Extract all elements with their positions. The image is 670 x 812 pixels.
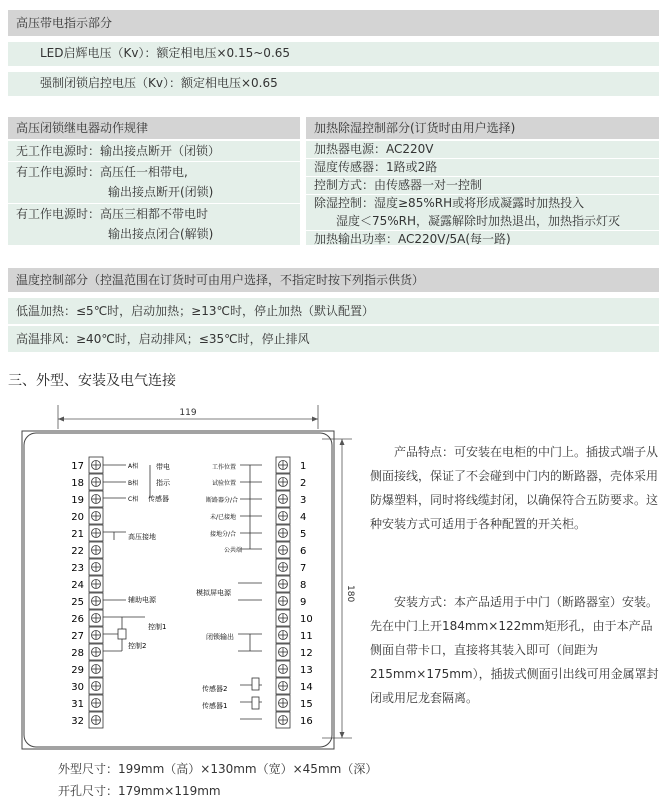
left-terminal-number: 22 <box>71 546 84 557</box>
svg-text:C相: C相 <box>128 496 139 503</box>
height-label: 180 <box>345 585 355 603</box>
svg-text:B相: B相 <box>128 480 139 487</box>
left-terminal-number: 28 <box>71 648 84 659</box>
outer-dimensions: 外型尺寸：199mm（高）×130mm（宽）×45mm（深） <box>58 762 378 776</box>
lock-voltage-row: 强制闭锁启控电压（Kv）：额定相电压×0.65 <box>8 72 659 96</box>
heating-line: 控制方式：由传感器一对一控制 <box>314 178 483 192</box>
interlock-line: 有工作电源时：高压三相都不带电时 <box>16 207 209 221</box>
heating-body <box>306 141 659 245</box>
install-paragraph: 安装方式：本产品适用于中门（断路器室）安装。先在中门上开184mm×122mm矩形孔，由于本产品侧面自带卡口，直接将其装入即可（间距为215mm×175mm），插拔式侧面引出线可用金属罩封闭或用尼龙套隔离。 <box>370 595 659 705</box>
heating-header: 加热除湿控制部分(订货时由用户选择) <box>306 117 659 139</box>
left-terminal-number: 26 <box>71 614 84 625</box>
left-terminal-number: 25 <box>71 597 84 608</box>
svg-text:公共端: 公共端 <box>224 547 243 554</box>
right-terminal-number: 2 <box>300 478 307 489</box>
svg-text:控制2: 控制2 <box>128 642 147 650</box>
wiring-diagram <box>0 395 355 765</box>
high-temp-row: 高温排风：≥40℃时，启动排风；≤35℃时，停止排风 <box>8 326 659 352</box>
svg-text:试验位置: 试验位置 <box>212 480 237 487</box>
heating-line: 加热输出功率：AC220V/5A(每一路) <box>314 232 511 246</box>
svg-text:带电: 带电 <box>156 463 170 471</box>
left-terminal-number: 20 <box>71 512 84 523</box>
right-terminal-number: 4 <box>300 512 307 523</box>
heating-line: 除湿控制：湿度≥85%RH或将形成凝露时加热投入 <box>314 196 585 210</box>
cutout-dimensions: 开孔尺寸：179mm×119mm <box>58 784 221 798</box>
interlock-line: 输出接点断开(闭锁) <box>108 185 214 199</box>
right-terminal-number: 16 <box>300 716 313 727</box>
right-terminal-number: 14 <box>300 682 313 693</box>
interlock-line: 有工作电源时：高压任一相带电, <box>16 165 188 179</box>
low-temp-row: 低温加热：≤5℃时，启动加热；≥13℃时，停止加热（默认配置） <box>8 298 659 324</box>
hv-indicator-header: 高压带电指示部分 <box>8 10 659 36</box>
svg-text:传感器: 传感器 <box>148 495 169 503</box>
right-terminal-number: 11 <box>300 631 313 642</box>
svg-text:高压接地: 高压接地 <box>128 533 156 541</box>
svg-text:接地分/合: 接地分/合 <box>210 531 237 538</box>
right-terminal-number: 13 <box>300 665 313 676</box>
interlock-header: 高压闭锁继电器动作规律 <box>8 117 300 139</box>
svg-text:闭锁输出: 闭锁输出 <box>206 633 234 641</box>
width-label: 119 <box>179 408 197 418</box>
left-terminal-number: 18 <box>71 478 84 489</box>
interlock-body <box>8 141 300 245</box>
right-terminal-number: 5 <box>300 529 307 540</box>
svg-text:传感器1: 传感器1 <box>202 702 228 710</box>
left-terminal-number: 24 <box>71 580 84 591</box>
led-voltage-row: LED启辉电压（Kv）：额定相电压×0.15~0.65 <box>8 42 659 66</box>
left-terminal-number: 32 <box>71 716 84 727</box>
interlock-line: 输出接点闭合(解锁) <box>108 227 214 241</box>
interlock-line: 无工作电源时：输出接点断开（闭锁） <box>16 144 221 158</box>
right-terminal-number: 12 <box>300 648 313 659</box>
left-terminal-number: 30 <box>71 682 84 693</box>
heating-line: 加热器电源：AC220V <box>314 142 434 156</box>
right-terminal-number: 15 <box>300 699 313 710</box>
right-terminal-number: 9 <box>300 597 307 608</box>
svg-text:断路器分/合: 断路器分/合 <box>206 497 239 504</box>
right-terminal-number: 1 <box>300 461 307 472</box>
svg-text:A相: A相 <box>128 463 139 470</box>
svg-text:工作位置: 工作位置 <box>212 464 237 471</box>
left-terminal-number: 29 <box>71 665 84 676</box>
left-terminal-number: 31 <box>71 699 84 710</box>
heating-line: 湿度传感器：1路或2路 <box>314 160 438 174</box>
section3-title: 三、外型、安装及电气连接 <box>8 373 176 389</box>
svg-text:未/已接地: 未/已接地 <box>210 514 237 521</box>
left-terminal-number: 23 <box>71 563 84 574</box>
right-terminal-number: 8 <box>300 580 307 591</box>
right-terminal-number: 6 <box>300 546 307 557</box>
temperature-header: 温度控制部分（控温范围在订货时可由用户选择，不指定时按下列指示供货） <box>8 268 659 292</box>
svg-text:控制1: 控制1 <box>148 623 167 631</box>
svg-text:传感器2: 传感器2 <box>202 685 228 693</box>
svg-text:模拟屏电源: 模拟屏电源 <box>196 589 231 597</box>
right-terminal-number: 7 <box>300 563 307 574</box>
right-terminal-number: 10 <box>300 614 313 625</box>
svg-text:指示: 指示 <box>156 479 170 487</box>
left-terminal-number: 27 <box>71 631 84 642</box>
left-terminal-number: 19 <box>71 495 84 506</box>
right-terminal-number: 3 <box>300 495 307 506</box>
left-terminal-number: 21 <box>71 529 84 540</box>
svg-text:辅助电源: 辅助电源 <box>128 596 156 604</box>
heating-line: 湿度＜75%RH，凝露解除时加热退出，加热指示灯灭 <box>336 214 621 228</box>
left-terminal-number: 17 <box>71 461 84 472</box>
feature-paragraph: 产品特点：可安装在电柜的中门上。插拔式端子从侧面接线，保证了不会碰到中门内的断路器，壳体采用防爆塑料，同时将线缆封闭，以确保符合五防要求。这种安装方式可适用于各种配置的开关柜。 <box>370 445 659 531</box>
